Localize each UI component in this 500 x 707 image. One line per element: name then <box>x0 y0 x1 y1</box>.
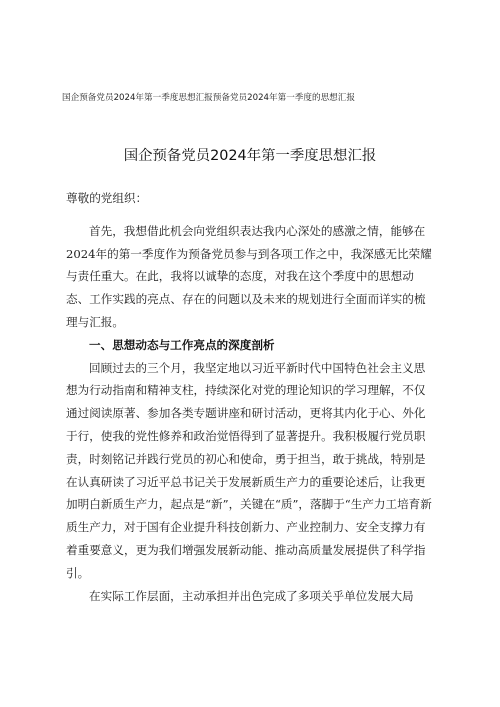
intro-paragraph: 首先，我想借此机会向党组织表达我内心深处的感激之情，能够在2024年的第一季度作为预备党员参与到各项工作之中，我深感无比荣耀与责任重大。在此，我将以诚挚的态度，对我在这个季度中的思想动态、工作实践的亮点、存在的问题以及未来的规划进行全面而详实的梳理与汇报。 <box>66 223 432 329</box>
section-heading: 一、思想动态与工作亮点的深度剖析 <box>89 337 275 352</box>
document-body <box>66 187 436 607</box>
section-paragraph: 在实际工作层面，主动承担并出色完成了多项关乎单位发展大局 <box>89 588 414 603</box>
greeting: 尊敬的党组织： <box>66 191 148 205</box>
running-header: 国企预备党员2024年第一季度思想汇报预备党员2024年第一季度的思想汇报 <box>62 93 355 103</box>
section-paragraph: 回顾过去的三个月，我坚定地以习近平新时代中国特色社会主义思想为行动指南和精神支柱，持续深化对党的理论知识的学习理解，不仅通过阅读原著、参加各类专题讲座和研讨活动，更将其内化于心、外化于行，使我的党性修养和政治觉悟得到了显著提升。我积极履行党员职责，时刻铭记并践行党员的初心和使命，勇于担当，敢于挑战，特别是在认真研读了习近平总书记关于发展新质生产力的重要论述后，让我更加明白新质生产力，起点是“新”，关键在“质”，落脚于“生产力工培育新质生产力，对于国有企业提升科技创新力、产业控制力、安全支撑力有着重要意义，更为我们增强发展新动能、推动高质量发展提供了科学指引。 <box>66 360 432 580</box>
document-title: 国企预备党员2024年第一季度思想汇报 <box>123 148 377 164</box>
